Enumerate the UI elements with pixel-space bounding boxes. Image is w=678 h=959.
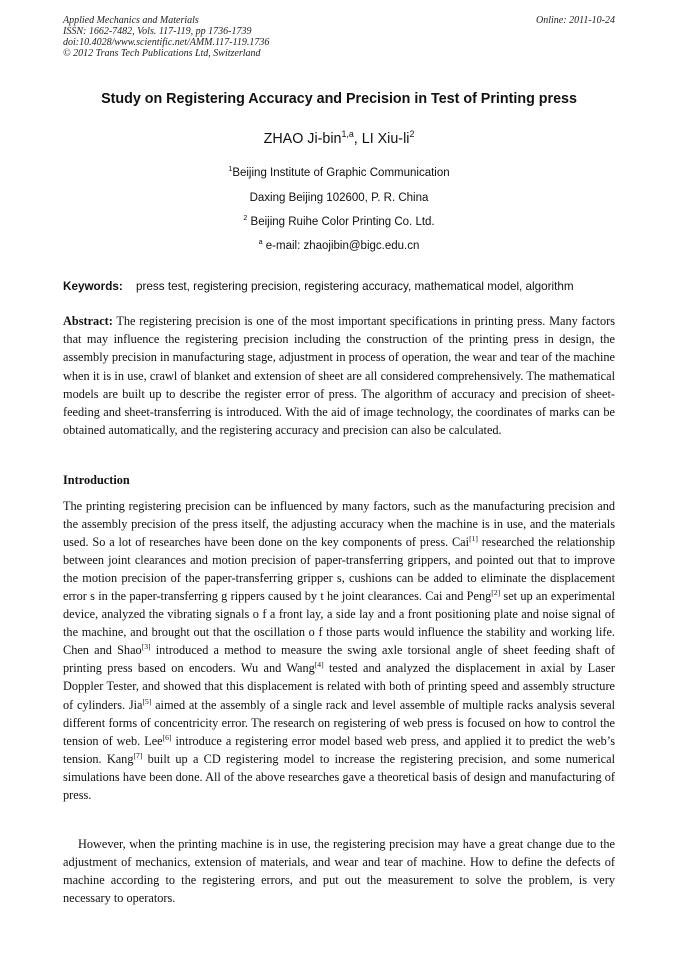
abstract [63,312,615,439]
affiliation-1 [0,167,678,179]
citation-5[interactable]: [5] [142,696,152,706]
affiliation-1-line-1: Beijing Institute of Graphic Communication [232,167,450,179]
citation-4[interactable]: [4] [314,660,324,670]
author-line [0,131,678,147]
affiliation-1-sup: 1 [228,165,233,174]
copyright-line: © 2012 Trans Tech Publications Ltd, Switzerland [63,48,261,59]
intro-text-7: introduce a registering error model based web press, and applied it to predict the web’s tension. Kang [63,733,615,766]
citation-2[interactable]: [2] [491,588,501,598]
citation-3[interactable]: [3] [141,642,151,652]
issn-line: ISSN: 1662-7482, Vols. 117-119, pp 1736-1739 [63,26,252,37]
citation-7[interactable]: [7] [133,750,143,760]
intro-text-3: set up an experimental device, analyzed the vibrating signals o f a front lay, a side lay and a front positioning plate and noise signal of the machine, and brought out that the oscillation o f those parts would influence the stability and working life. Chen and Shao [63,589,616,658]
citation-1[interactable]: [1] [469,534,478,543]
author-1-name: ZHAO Ji-bin [263,131,342,147]
online-date: Online: 2011-10-24 [536,15,615,26]
journal-name: Applied Mechanics and Materials [63,15,199,26]
email-text[interactable]: e-mail: zhaojibin@bigc.edu.cn [265,240,420,252]
paper-title: Study on Registering Accuracy and Precision in Test of Printing press [101,91,577,107]
abstract-label: Abstract: [63,314,113,328]
email-line [0,240,678,252]
section-heading-introduction: Introduction [63,473,130,487]
affiliation-2-text: Beijing Ruihe Color Printing Co. Ltd. [250,216,435,228]
intro-text-1: The printing registering precision can be influenced by many factors, such as the manufacturing precision and the assembly precision of the press itself, the adjusting accuracy when the machine is in use, and the materials used. So a lot of researches have been done on the key components of press. Cai [63,499,615,550]
intro-text-4: introduced a method to measure the swing axle torsional angle of sheet feeding shaft of printing press based on encoders. Wu and Wang [63,643,615,676]
affiliation-2-sup: 2 [243,214,248,223]
introduction-paragraph-2: However, when the printing machine is in use, the registering precision may have a great change due to the adjustment of mechanics, extension of materials, and wear and tear of machine. How to define the defects of machine according to the registering errors, and put out the measurement to solve the problem, is very necessary to operators. [63,837,615,906]
introduction-paragraph-1 [63,497,615,804]
author-separator: , [353,131,362,147]
affiliation-1-address: Daxing Beijing 102600, P. R. China [249,192,429,204]
intro-text-2: researched the relationship between joint clearances and motion precision of paper-transferring grippers, and pointed out that to improve the motion precision of the paper-transferring gripper s, cushions can be added to eliminate the displacement error s in the paper-transferring g rippers caused by t he joint clearances. Cai and Peng [63,535,615,604]
author-2-sup: 2 [409,129,415,140]
keywords-label: Keywords: [63,280,123,293]
keywords-text: press test, registering precision, registering accuracy, mathematical model, algorithm [136,280,574,293]
doi-line[interactable]: doi:10.4028/www.scientific.net/AMM.117-119.1736 [63,37,270,48]
abstract-text: The registering precision is one of the most important specifications in printing press. Many factors that may influence the registering precision including the construction of the printing press in design, the assembly precision in manufacturing stage, adjustment in process of operation, the wear and tear of the machine when it is in use, crawl of blanket and extension of sheet are all considered comprehensively. The mathematical models are built up to describe the register error of press. The algorithm of accuracy and precision of sheet-feeding and sheet-transferring is introduced. With the aid of image technology, the coordinates of marks can be obtained automatically, and the registering accuracy and precision can also be calculated. [63,314,615,438]
citation-6[interactable]: [6] [162,732,172,742]
keywords [63,280,623,293]
author-1-sup: 1,a [341,129,354,140]
author-2-name: LI Xiu-li [361,131,410,147]
email-sup: a [258,238,263,247]
intro-text-6: aimed at the assembly of a single rack and level assemble of multiple racks analysis several different forms of concentricity error. The research on registering of web press is focused on how to control the tension of web. Lee [63,697,616,748]
affiliation-2 [0,216,678,228]
intro-text-8: built up a CD registering model to increase the registering precision, and some numerical simulations have been done. All of the above researches gave a theoretical basis of design and manufacturing of press. [63,751,615,802]
intro-text-5: tested and analyzed the displacement in axial by Laser Doppler Tester, and showed that this displacement is related with both of printing speed and assembly structure of cylinders. Jia [63,661,615,712]
page-header [63,15,615,59]
